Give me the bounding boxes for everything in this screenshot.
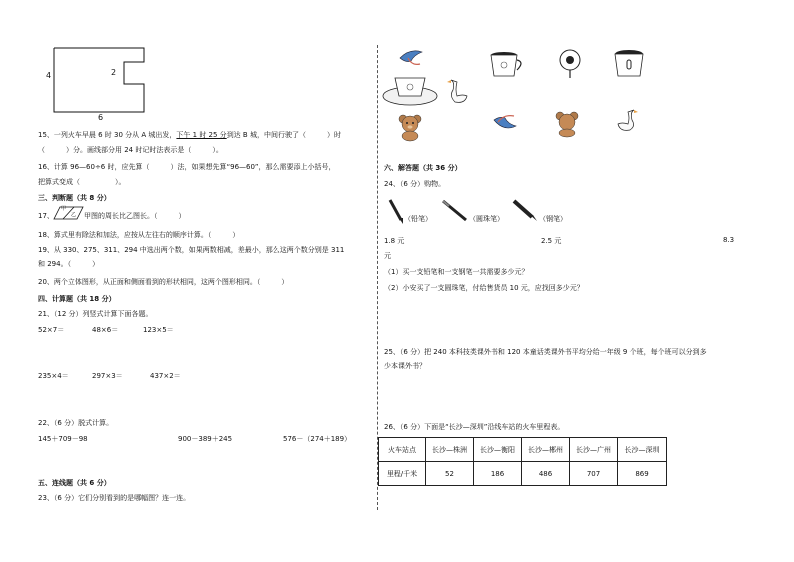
- section-4-heading: 四、计算题（共 18 分）: [38, 295, 116, 303]
- expression-3: 576－（274＋189）: [283, 435, 352, 443]
- question-26: 26、（6 分）下面是“长沙—深圳”沿线车站的火车里程表。: [384, 423, 565, 431]
- table-header-row: [379, 438, 667, 462]
- shape-label-right: 2: [111, 68, 117, 77]
- price-pencil: 1.8 元: [384, 237, 405, 245]
- expression-1: 145＋709－98: [38, 435, 88, 443]
- question-24-part-1: （1）买一支铅笔和一支钢笔一共需要多少元？: [384, 268, 529, 276]
- table-cell: 869: [618, 462, 667, 486]
- teddy-bear-icon-2: [555, 111, 579, 137]
- cup-on-saucer-icon: [381, 74, 439, 108]
- question-23: 23、（6 分）它们分别看到的是哪幅图？连一连。: [38, 494, 191, 502]
- cup-top-view-icon: [558, 48, 582, 80]
- expression-2: 900－389＋245: [178, 435, 233, 443]
- section-6-heading: 六、解答题（共 36 分）: [384, 164, 462, 172]
- question-16-line1: 16、计算 96—60÷6 时，应先算（ ）法，如果想先算“96—60”，那么需要添上小括号，: [38, 163, 336, 171]
- calc-5: 297×3＝: [92, 372, 123, 380]
- goose-icon: [445, 78, 469, 106]
- table-cell: 52: [426, 462, 474, 486]
- table-header-cell: 长沙—深圳: [618, 438, 667, 462]
- section-5-heading: 五、连线题（共 6 分）: [38, 479, 111, 487]
- item-ballpoint-pen-label: （圆珠笔）: [469, 215, 504, 223]
- composite-shape-figure: [54, 48, 154, 118]
- pencil-icon: [388, 198, 404, 224]
- teddy-bear-icon: [398, 114, 422, 140]
- question-22: 22、（6 分）脱式计算。: [38, 419, 114, 427]
- q15-part-c: 到达 B 城，中间行驶了（ ）时: [226, 131, 341, 139]
- question-24: 24、（6 分）购物。: [384, 180, 446, 188]
- q17-parallelogram-figure: [54, 206, 84, 220]
- table-header-cell: 长沙—株洲: [426, 438, 474, 462]
- question-15-line2: （ ）分。画线部分用 24 时记时法表示是（ ）。: [38, 146, 223, 154]
- price-ballpoint-pen: 2.5 元: [541, 237, 562, 245]
- ballpoint-pen-icon: [440, 198, 470, 224]
- item-fountain-pen-label: （钢笔）: [539, 215, 567, 223]
- table-header-cell: 长沙—郴州: [522, 438, 570, 462]
- railway-distance-table: [378, 437, 667, 486]
- calc-2: 48×6＝: [92, 326, 119, 334]
- question-16-line2: 把算式变成（ ）。: [38, 178, 126, 186]
- shape-label-bottom: 6: [98, 113, 104, 122]
- table-cell: 186: [474, 462, 522, 486]
- q15-part-a: 15、一列火车早晨 6 时 30 分从 A 城出发，: [38, 131, 177, 139]
- q15-underlined-time: 下午 1 时 25 分: [176, 131, 227, 139]
- price-fountain-pen-unit: 元: [384, 252, 391, 260]
- table-row: [379, 462, 667, 486]
- question-17-number: 17、: [38, 212, 54, 220]
- table-header-cell: 火车站点: [379, 438, 426, 462]
- table-header-cell: 长沙—衡阳: [474, 438, 522, 462]
- calc-4: 235×4＝: [38, 372, 69, 380]
- goose-icon-2: [614, 108, 640, 134]
- question-25-line2: 少本课外书？: [384, 362, 426, 370]
- bird-icon-2: [492, 112, 518, 134]
- question-15-line1: [38, 130, 341, 140]
- table-cell: 里程/千米: [379, 462, 426, 486]
- calc-6: 437×2＝: [150, 372, 181, 380]
- question-20: 20、两个立体图形，从正面和侧面看到的形状相同，这两个图形相同。（ ）: [38, 278, 289, 286]
- question-18: 18、算式里有除法和加法，应按从左往右的顺序计算。（ ）: [38, 231, 240, 239]
- question-19-line2: 和 294。（ ）: [38, 260, 100, 268]
- calc-3: 123×5＝: [143, 326, 174, 334]
- cup-handle-view-icon: [612, 48, 646, 80]
- bird-icon: [398, 46, 424, 68]
- question-19-line1: 19、从 330、275、311、294 中选出两个数，如果两数相减，差最小，那么这两个数分别是 311: [38, 246, 345, 254]
- q17-figure-label-a: 甲: [61, 206, 67, 212]
- question-21: 21、（12 分）列竖式计算下面各题。: [38, 310, 153, 318]
- question-24-part-2: （2）小安买了一支圆珠笔，付给售货员 10 元，应找回多少元？: [384, 284, 584, 292]
- question-17-text: 甲图的周长比乙图长。（ ）: [84, 212, 186, 220]
- section-3-heading: 三、判断题（共 8 分）: [38, 194, 111, 202]
- price-fountain-pen: 8.3: [723, 236, 735, 244]
- cup-side-view-icon: [488, 50, 526, 80]
- q17-figure-label-b: 乙: [71, 212, 77, 218]
- table-header-cell: 长沙—广州: [570, 438, 618, 462]
- item-pencil-label: （铅笔）: [404, 215, 432, 223]
- calc-1: 52×7＝: [38, 326, 65, 334]
- table-cell: 486: [522, 462, 570, 486]
- question-25-line1: 25、（6 分）把 240 本科技类课外书和 120 本童话类课外书平均分给一年级 9 个班，每个班可以分到多: [384, 348, 707, 356]
- shape-label-left: 4: [46, 71, 52, 80]
- fountain-pen-icon: [510, 198, 540, 224]
- table-cell: 707: [570, 462, 618, 486]
